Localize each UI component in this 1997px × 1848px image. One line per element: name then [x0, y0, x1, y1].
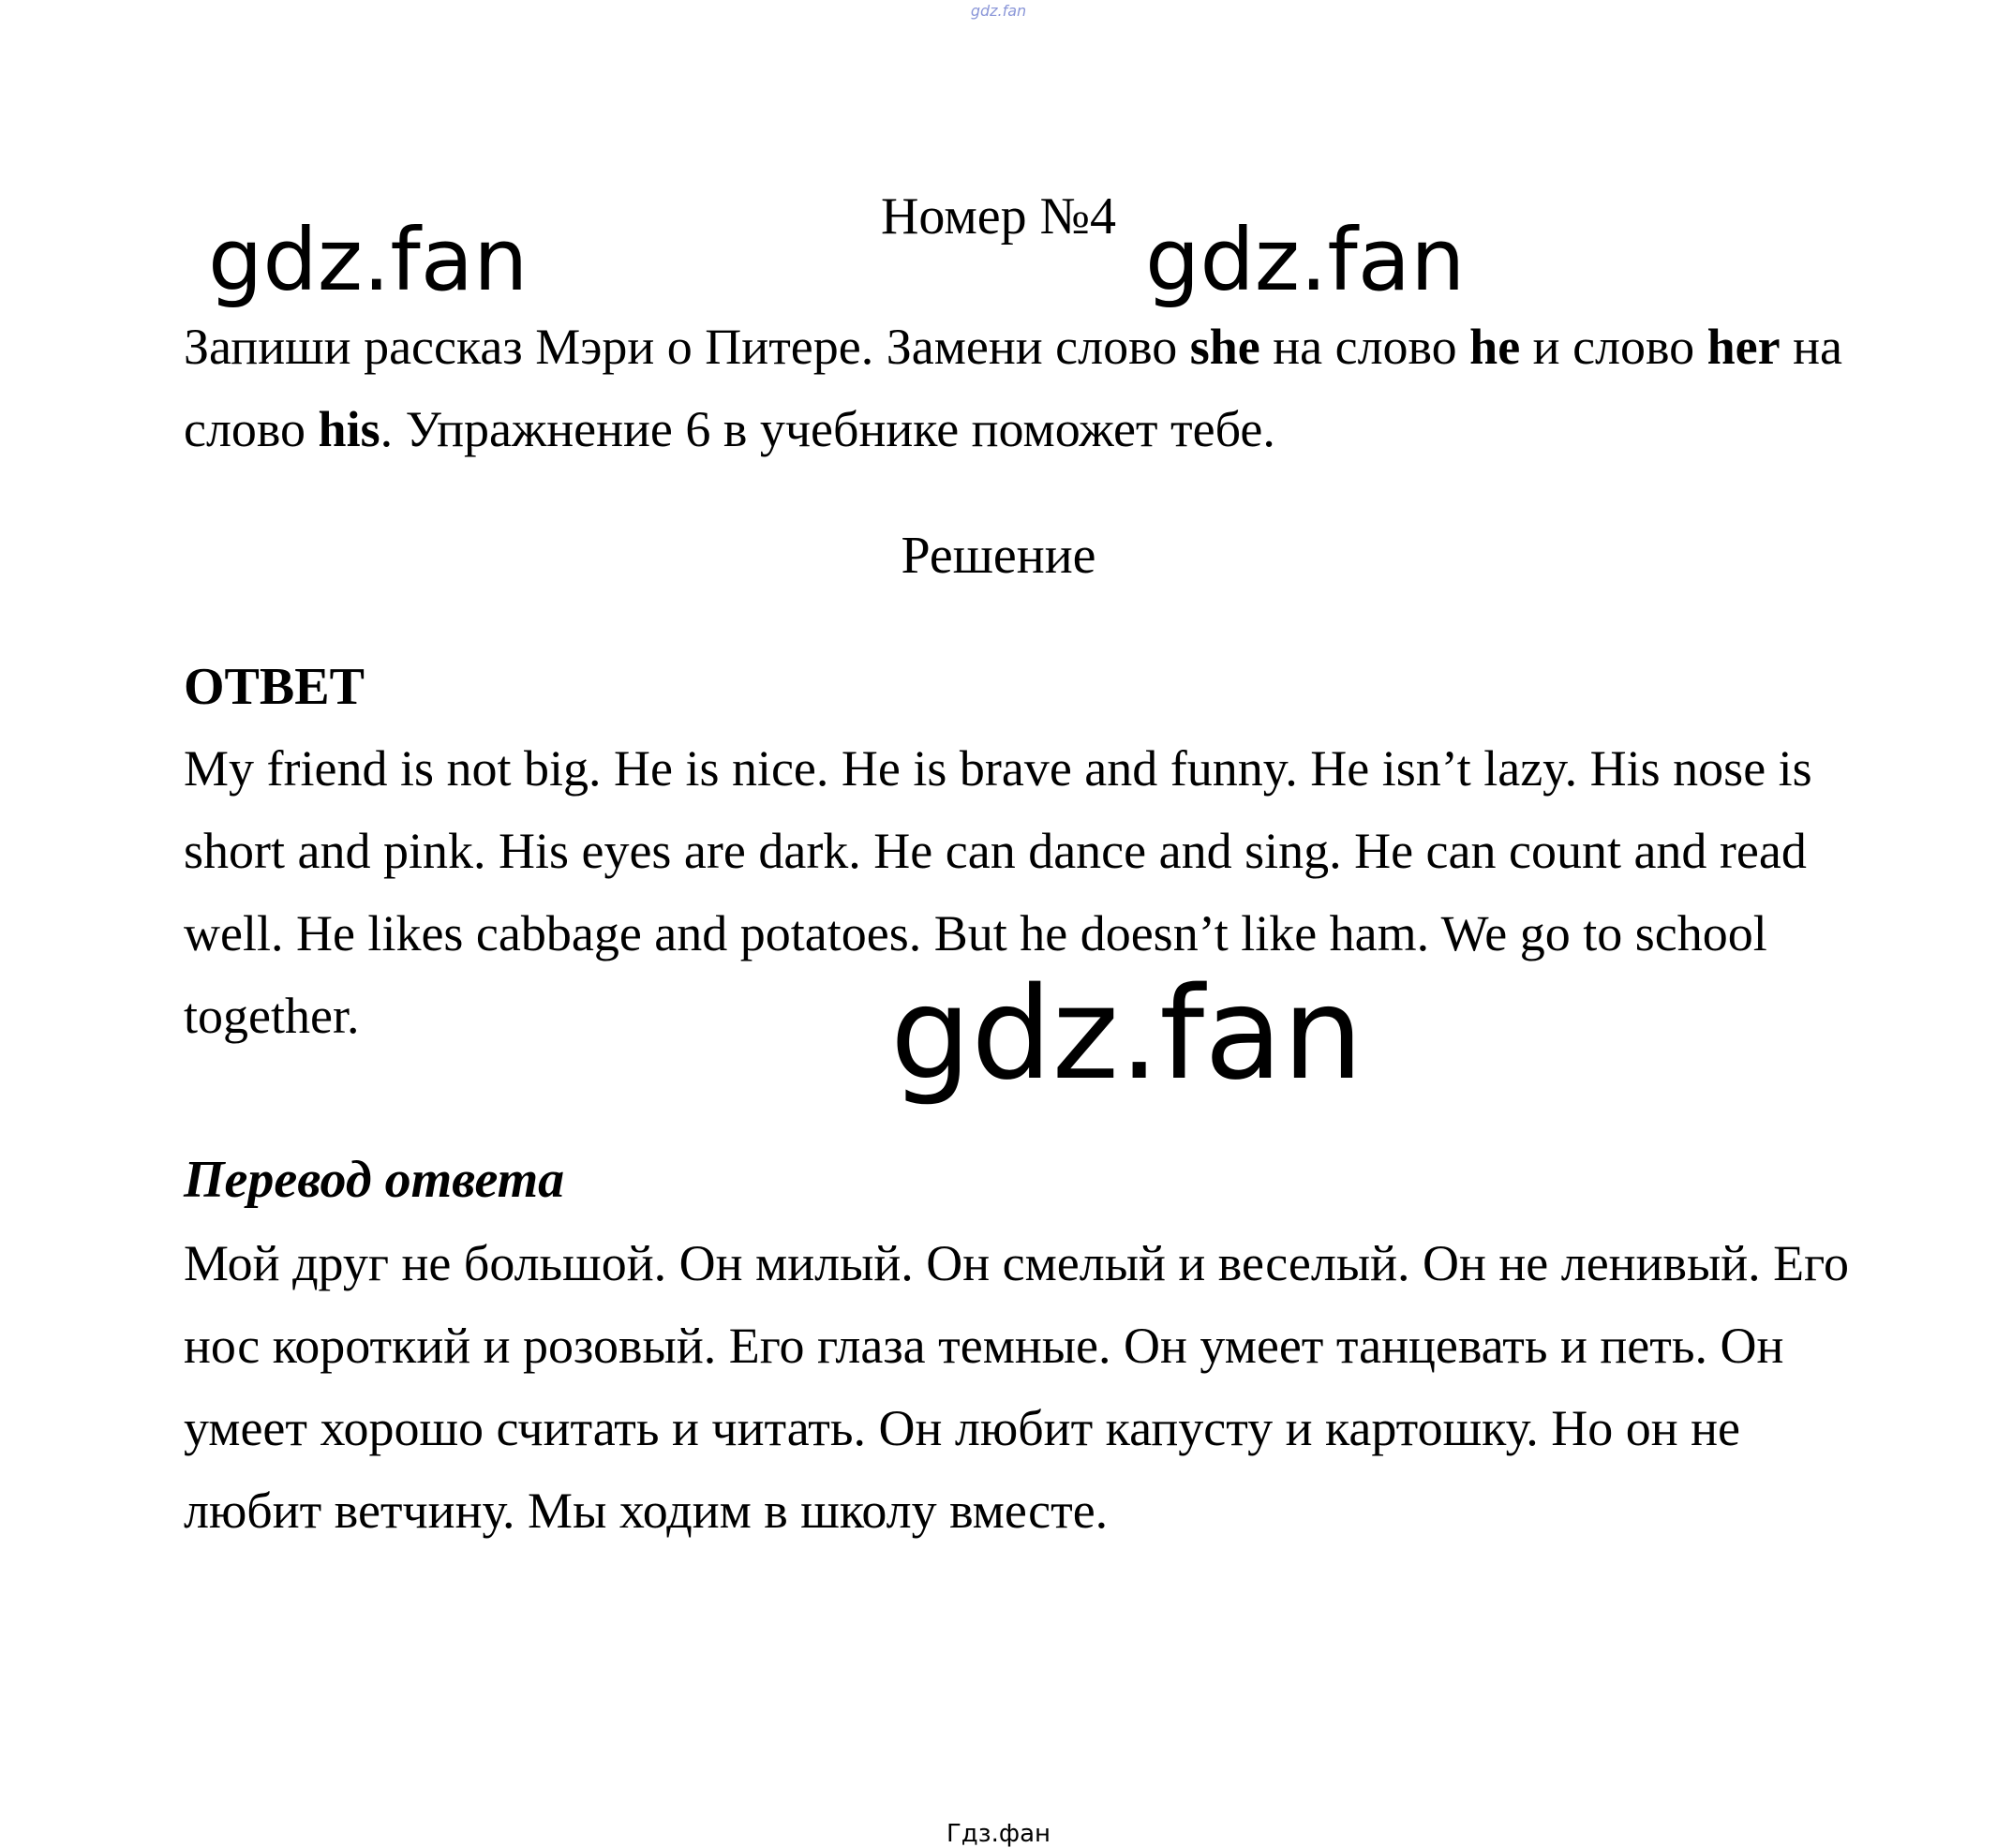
task-word-his: his	[318, 401, 380, 457]
page-title: Номер №4	[880, 187, 1117, 246]
answer-heading: ОТВЕТ	[184, 658, 365, 716]
watermark-center: gdz.fan	[890, 961, 1364, 1109]
task-part-4: на слово	[184, 319, 1842, 457]
solution-heading: Решение	[901, 527, 1096, 585]
task-word-he: he	[1469, 319, 1521, 375]
watermark-left: gdz.fan	[208, 210, 529, 310]
translation-text: Мой друг не большой. Он милый. Он смелый и веселый. Он не ленивый. Его нос короткий и розовый. Его глаза темные. Он умеет танцевать и петь. Он умеет хорошо считать и читать. Он любит капусту и картошку. Но он не любит ветчину. Мы ходим в школу вместе.	[184, 1235, 1849, 1539]
task-part-3: и слово	[1520, 319, 1707, 375]
task-part-1: Запиши рассказ Мэри о Питере. Замени слово	[184, 319, 1190, 375]
footer-watermark: Гдз.фан	[946, 1820, 1051, 1848]
translation-heading: Перевод ответа	[184, 1151, 565, 1209]
task-part-2: на слово	[1259, 319, 1470, 375]
answer-text: My friend is not big. He is nice. He is brave and funny. He isn’t lazy. His nose is short and pink. His eyes are dark. He can dance and sing. He can count and read well. He likes cabbage and potatoes. But he doesn’t like ham. We go to school together.	[184, 740, 1812, 1044]
task-word-her: her	[1706, 319, 1781, 375]
task-text	[184, 306, 1870, 470]
task-part-5: . Упражнение 6 в учебнике поможет тебе.	[380, 401, 1275, 457]
header-watermark: gdz.fan	[970, 2, 1027, 20]
task-word-she: she	[1189, 319, 1260, 375]
watermark-right: gdz.fan	[1145, 210, 1466, 310]
